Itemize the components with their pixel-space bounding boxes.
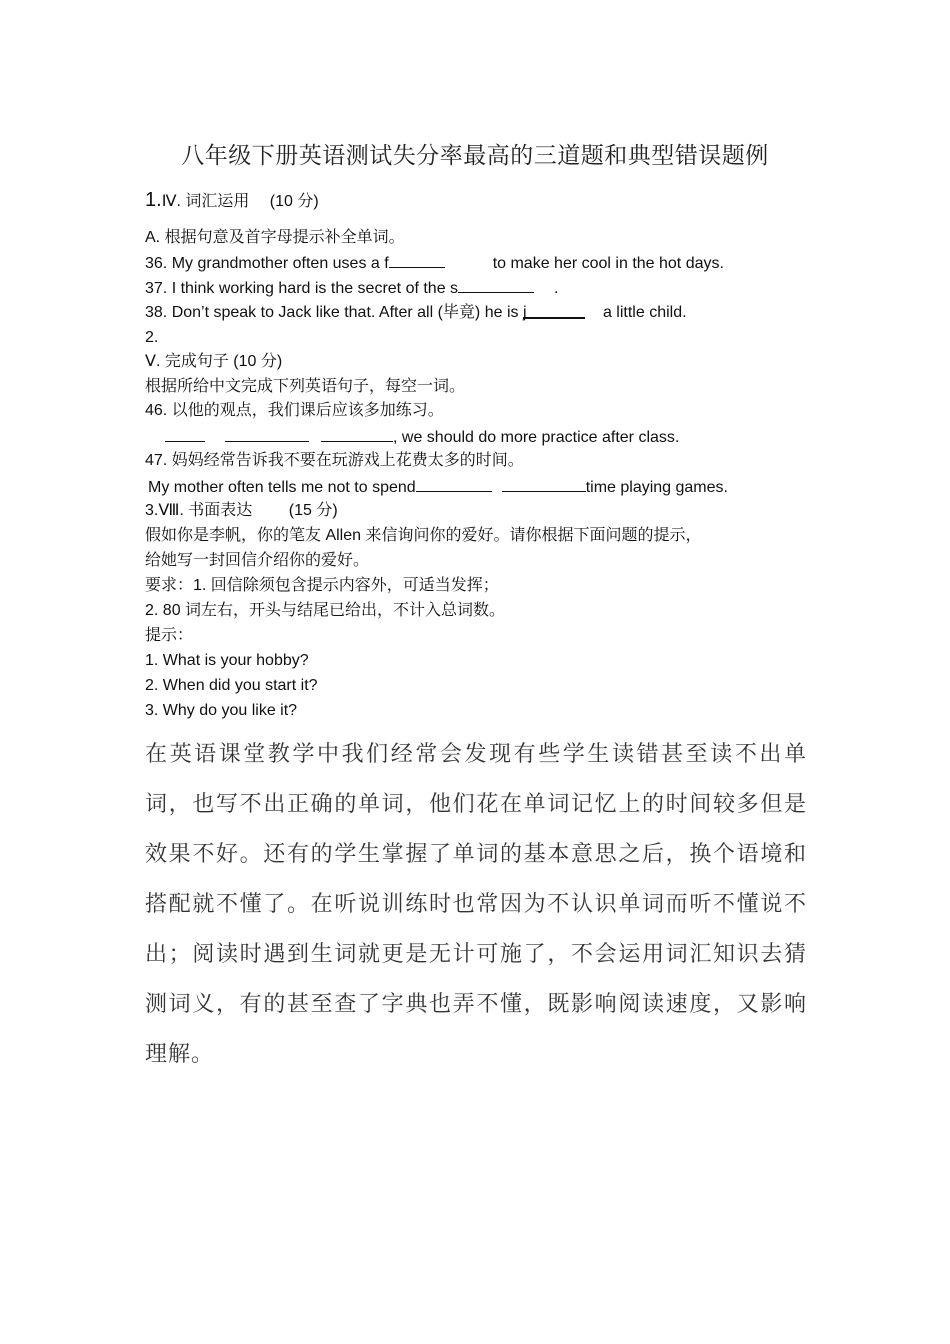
item-46-blank-1 [165, 427, 205, 442]
q3-hint-label: 提示： [145, 627, 194, 644]
q3-hint-1: 1. What is your hobby? [145, 652, 309, 669]
item-47-blank-2 [502, 477, 586, 492]
q2-item-47-chinese: 47. 妈妈经常告诉我不要在玩游戏上花费太多的时间。 [145, 452, 524, 469]
item-37-text-before: 37. I think working hard is the secret of the s [145, 280, 459, 297]
item-36-blank [389, 253, 445, 268]
document-title: 八年级下册英语测试失分率最高的三道题和典型错误题例 [181, 143, 769, 169]
q2-item-47-english [148, 477, 728, 498]
analysis-paragraph: 在英语课堂教学中我们经常会发现有些学生读错甚至读不出单词，也写不出正确的单词，他们花在单词记忆上的时间较多但是效果不好。还有的学生掌握了单词的基本意思之后，换个语境和搭配就不懂了。在听说训练时也常因为不认识单词而听不懂说不出；阅读时遇到生词就更是无计可施了，不会运用词汇知识去猜测词义，有的甚至查了字典也弄不懂，既影响阅读速度，又影响理解。 [145, 742, 807, 1067]
q3-hint-3: 3. Why do you like it? [145, 702, 298, 719]
q3-prompt-line-1: 假如你是李帆，你的笔友 Allen 来信询问你的爱好。请你根据下面问题的提示， [145, 527, 702, 544]
item-36-text-after: to make her cool in the hot days. [492, 255, 724, 272]
item-47-blank-1 [416, 477, 492, 492]
q1-heading: Ⅳ. 词汇运用 (10 分) [161, 193, 319, 210]
item-47-text-before: My mother often tells me not to spend [148, 479, 416, 496]
q1-item-38 [145, 303, 687, 323]
q3-hint-2: 2. When did you start it? [145, 677, 318, 694]
q3-requirement-1: 要求：1. 回信除须包含提示内容外，可适当发挥； [145, 577, 499, 594]
item-37-text-after: . [554, 280, 559, 297]
q1-heading-line [145, 190, 319, 212]
q3-requirement-2: 2. 80 词左右，开头与结尾已给出，不计入总词数。 [145, 602, 506, 619]
item-38-text-before: 38. Don’t speak to Jack like that. After all (毕竟) he is [145, 304, 523, 321]
q2-number: 2. [145, 329, 159, 346]
item-38-text-after: a little child. [602, 304, 687, 321]
item-46-text: , we should do more practice after class. [393, 429, 680, 446]
q2-instruction: 根据所给中文完成下列英语句子，每空一词。 [145, 378, 466, 395]
q1-instruction: A. 根据句意及首字母提示补全单词。 [145, 229, 405, 246]
q1-item-36 [145, 253, 724, 274]
q2-item-46-english [165, 427, 679, 448]
q1-item-37 [145, 278, 559, 299]
item-46-blank-2 [225, 427, 309, 442]
item-38-hint-letter: j [522, 304, 527, 321]
q3-heading: 3.Ⅷ. 书面表达 (15 分) [145, 502, 338, 519]
item-46-blank-3 [321, 427, 393, 442]
item-47-text-after: time playing games. [585, 479, 728, 496]
q2-item-46-chinese: 46. 以他的观点，我们课后应该多加练习。 [145, 402, 444, 419]
q3-prompt-line-2: 给她写一封回信介绍你的爱好。 [145, 552, 370, 569]
q1-number: 1. [145, 189, 162, 211]
item-37-blank [458, 278, 534, 293]
item-36-text-before: 36. My grandmother often uses a f [145, 255, 389, 272]
q2-heading: Ⅴ. 完成句子 (10 分) [145, 353, 283, 370]
item-38-blank [523, 303, 585, 319]
